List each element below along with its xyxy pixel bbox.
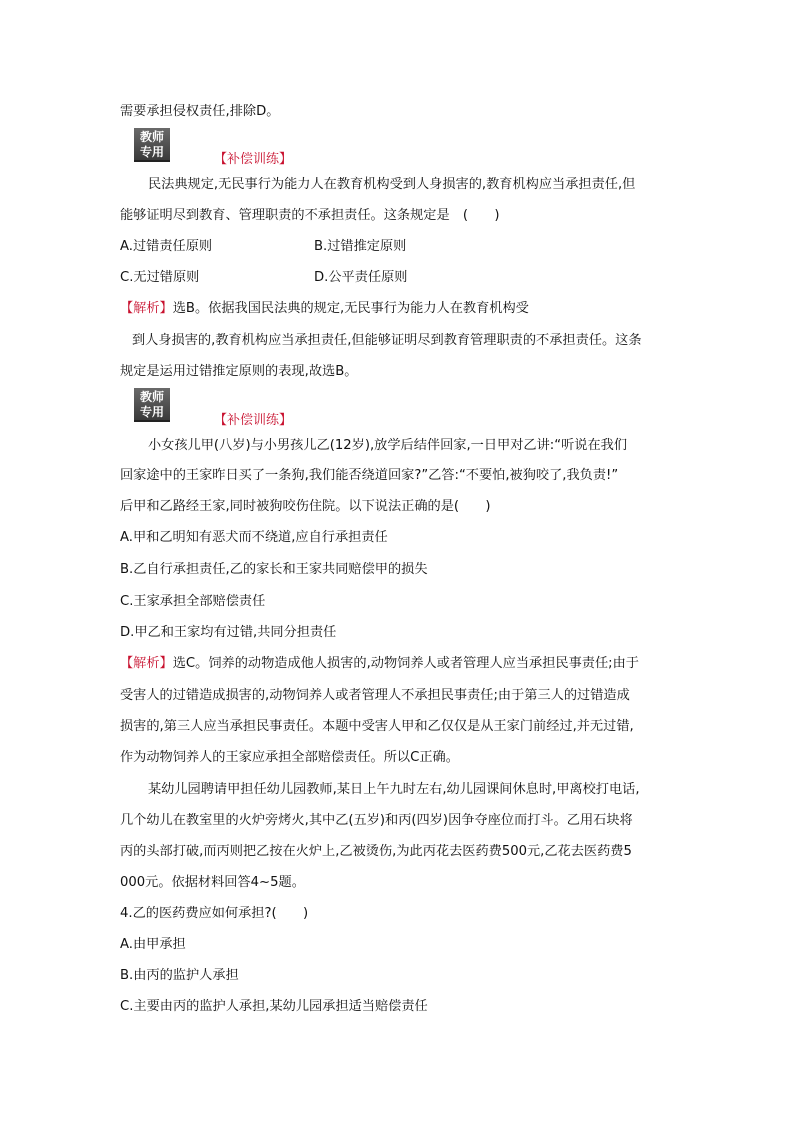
material-line3: 丙的头部打破,而丙则把乙按在火炉上,乙被烫伤,为此丙花去医药费500元,乙花去医药费5	[120, 844, 632, 859]
q2-analysis-line3: 损害的,第三人应当承担民事责任。本题中受害人甲和乙仅仅是从王家门前经过,并无过错,	[120, 719, 634, 734]
q4-option-c: C.主要由丙的监护人承担,某幼儿园承担适当赔偿责任	[120, 999, 428, 1014]
badge-line1: 教师	[139, 130, 164, 144]
q2-stem-line2: 回家途中的王家昨日买了一条狗,我们能否绕道回家?”乙答:“不要怕,被狗咬了,我负责!”	[120, 468, 619, 483]
q2-stem-line3: 后甲和乙路经王家,同时被狗咬伤住院。以下说法正确的是( )	[120, 499, 491, 514]
teacher-badge	[134, 128, 170, 162]
q2-analysis-line2: 受害人的过错造成损害的,动物饲养人或者管理人不承担民事责任;由于第三人的过错造成	[120, 688, 630, 703]
teacher-badge-2	[134, 388, 170, 422]
q2-analysis-line4: 作为动物饲养人的王家应承担全部赔偿责任。所以C正确。	[120, 750, 459, 765]
q2-stem-line1: 小女孩儿甲(八岁)与小男孩儿乙(12岁),放学后结伴回家,一日甲对乙讲:“听说在我们	[148, 438, 628, 453]
q1-analysis-text1: 选B。依据我国民法典的规定,无民事行为能力人在教育机构受	[172, 301, 529, 316]
q2-section-title: 【补偿训练】	[214, 413, 293, 428]
intro-line: 需要承担侵权责任,排除D。	[120, 104, 280, 119]
q1-analysis-line2: 到人身损害的,教育机构应当承担责任,但能够证明尽到教育管理职责的不承担责任。这条	[132, 333, 642, 348]
q1-option-a: A.过错责任原则	[120, 239, 213, 254]
material-line4: 000元。依据材料回答4~5题。	[120, 875, 305, 890]
q2-analysis-line1	[120, 655, 639, 673]
badge-line2: 专用	[139, 145, 164, 159]
q1-stem-line1: 民法典规定,无民事行为能力人在教育机构受到人身损害的,教育机构应当承担责任,但	[148, 177, 636, 192]
q2-option-b: B.乙自行承担责任,乙的家长和王家共同赔偿甲的损失	[120, 562, 428, 577]
q2-option-a: A.甲和乙明知有恶犬而不绕道,应自行承担责任	[120, 530, 388, 545]
q1-analysis-line1	[120, 300, 529, 318]
q4-option-a: A.由甲承担	[120, 937, 186, 952]
q2-option-d: D.甲乙和王家均有过错,共同分担责任	[120, 625, 337, 640]
q1-analysis-label: 【解析】	[120, 301, 173, 316]
badge2-line2: 专用	[139, 405, 164, 419]
material-line1: 某幼儿园聘请甲担任幼儿园教师,某日上午九时左右,幼儿园课间休息时,甲离校打电话,	[148, 782, 640, 797]
q1-option-c: C.无过错原则	[120, 270, 200, 285]
q4-stem: 4.乙的医药费应如何承担?( )	[120, 906, 309, 921]
q1-option-d: D.公平责任原则	[314, 270, 408, 285]
badge2-line1: 教师	[139, 390, 164, 404]
q2-analysis-label: 【解析】	[120, 656, 173, 671]
q2-analysis-text1: 选C。饲养的动物造成他人损害的,动物饲养人或者管理人应当承担民事责任;由于	[172, 656, 639, 671]
q1-option-b: B.过错推定原则	[314, 239, 407, 254]
q1-analysis-line3: 规定是运用过错推定原则的表现,故选B。	[120, 364, 358, 379]
q1-stem-line2: 能够证明尽到教育、管理职责的不承担责任。这条规定是 ( )	[120, 208, 500, 223]
material-line2: 几个幼儿在教室里的火炉旁烤火,其中乙(五岁)和丙(四岁)因争夺座位而打斗。乙用石块将	[120, 813, 633, 828]
q2-option-c: C.王家承担全部赔偿责任	[120, 594, 266, 609]
q4-option-b: B.由丙的监护人承担	[120, 968, 239, 983]
q1-section-title: 【补偿训练】	[214, 152, 293, 167]
